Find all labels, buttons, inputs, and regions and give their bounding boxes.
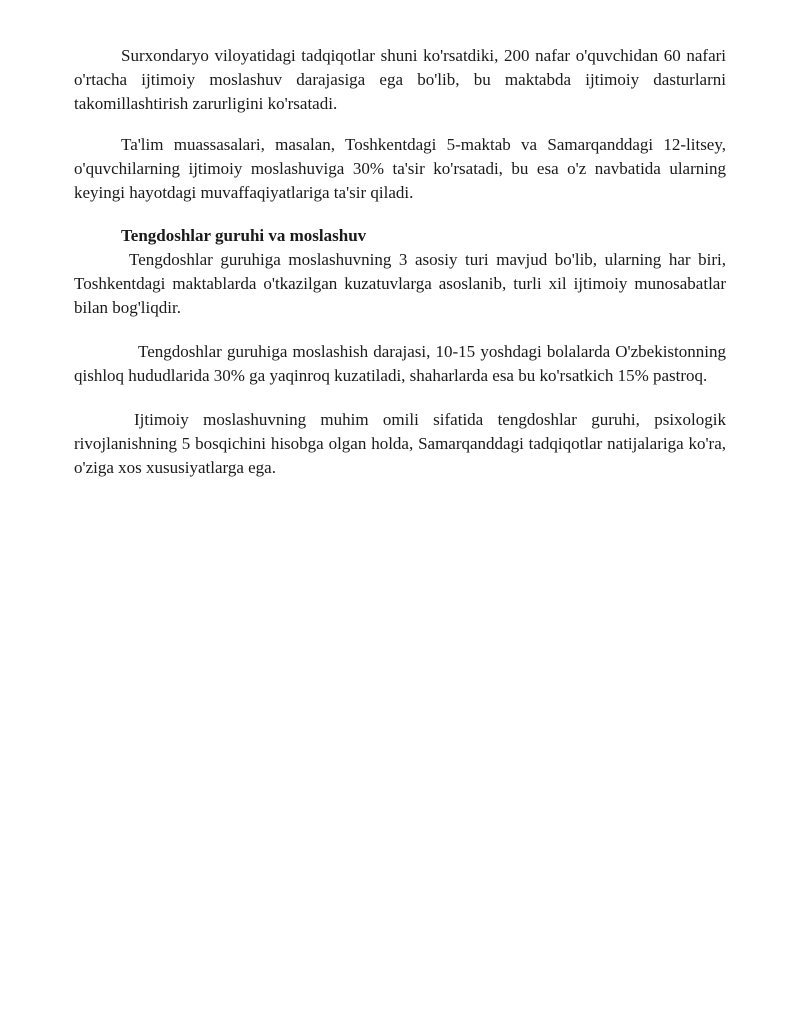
document-page [74, 44, 726, 480]
paragraph-social-adaptation-factor: Ijtimoiy moslashuvning muhim omili sifatida tengdoshlar guruhi, psixologik rivojlanishning 5 bosqichini hisobga olgan holda, Samarqanddagi tadqiqotlar natijalariga ko'ra, o'ziga xos xususiyatlarga ega. [74, 410, 726, 477]
paragraph-surxondaryo-study: Surxondaryo viloyatidagi tadqiqotlar shuni ko'rsatdiki, 200 nafar o'quvchidan 60 nafari o'rtacha ijtimoiy moslashuv darajasiga ega bo'lib, bu maktabda ijtimoiy dasturlarni takomillashtirish zarurligini ko'rsatadi. [74, 46, 726, 113]
paragraph-education-institutions: Ta'lim muassasalari, masalan, Toshkentdagi 5-maktab va Samarqanddagi 12-litsey, o'quvchilarning ijtimoiy moslashuviga 30% ta'sir ko'rsatadi, bu esa o'z navbatida ularning keyingi hayotdagi muvaffaqiyatlariga ta'sir qiladi. [74, 135, 726, 202]
section-heading-peer-group: Tengdoshlar guruhi va moslashuv [121, 226, 367, 245]
paragraph-adaptation-level: Tengdoshlar guruhiga moslashish darajasi, 10-15 yoshdagi bolalarda O'zbekistonning qishloq hududlarida 30% ga yaqinroq kuzatiladi, shaharlarda esa bu ko'rsatkich 15% pastroq. [74, 342, 726, 385]
paragraph-peer-adaptation-types: Tengdoshlar guruhiga moslashuvning 3 asosiy turi mavjud bo'lib, ularning har biri, Toshkentdagi maktablarda o'tkazilgan kuzatuvlarga asoslanib, turli xil ijtimoiy munosabatlar bilan bog'liqdir. [74, 250, 726, 317]
